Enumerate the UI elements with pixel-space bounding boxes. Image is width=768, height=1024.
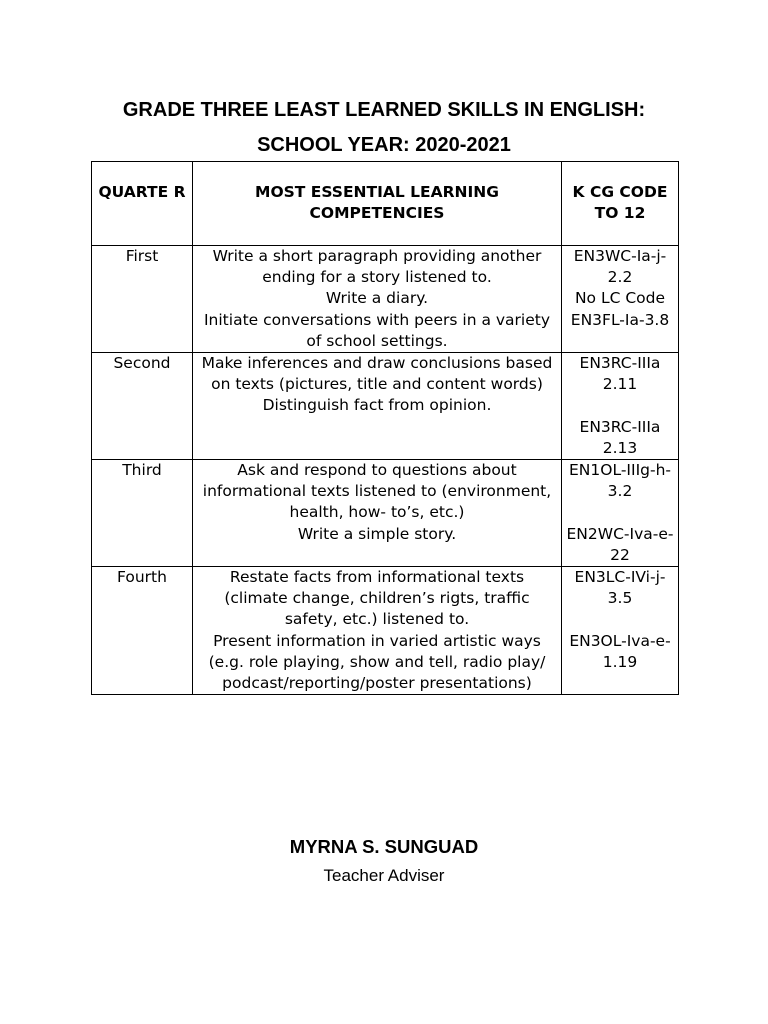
column-header-quarter: QUARTE R <box>92 162 193 246</box>
code-cell: EN3WC-Ia-j-2.2 No LC Code EN3FL-Ia-3.8 <box>562 246 679 353</box>
table-row <box>92 353 679 460</box>
table-header-row <box>92 162 679 246</box>
quarter-cell: Second <box>92 353 193 460</box>
code-cell: EN3RC-IIIa 2.11 EN3RC-IIIa 2.13 <box>562 353 679 460</box>
table-row <box>92 246 679 353</box>
table-row <box>92 567 679 695</box>
competencies-cell: Write a short paragraph providing another ending for a story listened to. Write a diary. Initiate conversations with peers in a variety of school settings. <box>193 246 562 353</box>
quarter-cell: Third <box>92 460 193 567</box>
competencies-cell: Make inferences and draw conclusions based on texts (pictures, title and content words) Distinguish fact from opinion. <box>193 353 562 460</box>
competencies-cell: Restate facts from informational texts (climate change, children’s rigts, traffic safety, etc.) listened to. Present information in varied artistic ways (e.g. role playing, show and tell, radio play/ podcast/reporting/poster presentations) <box>193 567 562 695</box>
quarter-cell: Fourth <box>92 567 193 695</box>
competencies-cell: Ask and respond to questions about informational texts listened to (environment, health, how- to’s, etc.) Write a simple story. <box>193 460 562 567</box>
table-row <box>92 460 679 567</box>
school-year-title: SCHOOL YEAR: 2020-2021 <box>257 134 511 156</box>
code-cell: EN1OL-IIIg-h-3.2 EN2WC-Iva-e-22 <box>562 460 679 567</box>
code-cell: EN3LC-IVi-j-3.5 EN3OL-Iva-e-1.19 <box>562 567 679 695</box>
column-header-code: K CG CODE TO 12 <box>562 162 679 246</box>
signatory-name: MYRNA S. SUNGUAD <box>289 836 479 857</box>
document-title: GRADE THREE LEAST LEARNED SKILLS IN ENGLISH: <box>122 99 646 121</box>
quarter-cell: First <box>92 246 193 353</box>
competencies-table <box>91 161 679 695</box>
column-header-competencies: MOST ESSENTIAL LEARNING COMPETENCIES <box>193 162 562 246</box>
signatory-role: Teacher Adviser <box>323 866 445 885</box>
